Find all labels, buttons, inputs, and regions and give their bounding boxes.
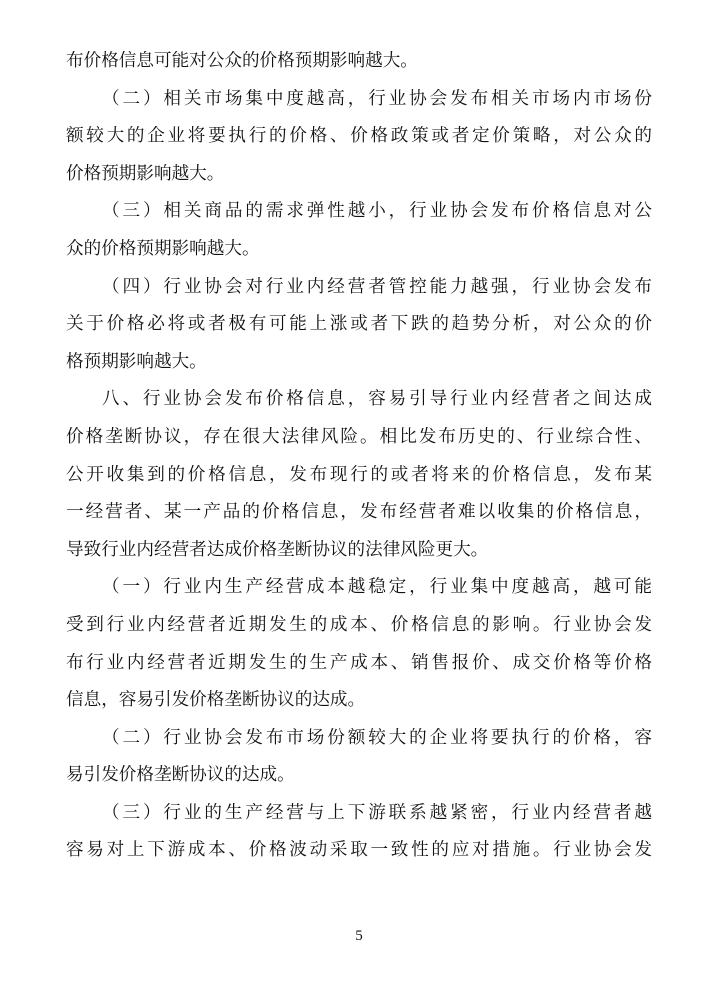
text-line: 价格预期影响越大。	[66, 163, 225, 184]
paragraph-item-2	[66, 89, 652, 202]
text-line: 易引发价格垄断协议的达成。	[66, 765, 295, 786]
text-line: （二）行业协会发布市场份额较大的企业将要执行的价格，容	[102, 727, 652, 748]
text-line: 一经营者、某一产品的价格信息，发布经营者难以收集的价格信息，	[66, 502, 652, 523]
text-line: 布价格信息可能对公众的价格预期影响越大。	[66, 51, 418, 71]
paragraph-section-8	[66, 389, 652, 577]
page-number: 5	[355, 928, 363, 944]
paragraph-item-1	[66, 577, 652, 727]
text-line: （二）相关市场集中度越高，行业协会发布相关市场内市场份	[102, 88, 652, 109]
text-line: 八、行业协会发布价格信息，容易引导行业内经营者之间达成	[102, 389, 652, 410]
text-line: 信息，容易引发价格垄断协议的达成。	[66, 690, 366, 711]
text-line: 价格垄断协议，存在很大法律风险。相比发布历史的、行业综合性、	[66, 426, 652, 447]
text-line: （三）相关商品的需求弹性越小，行业协会发布价格信息对公	[102, 201, 652, 222]
paragraph-item-4	[66, 277, 652, 390]
text-line: 额较大的企业将要执行的价格、价格政策或者定价策略，对公众的	[66, 126, 652, 147]
body-text	[66, 51, 652, 878]
text-line: 导致行业内经营者达成价格垄断协议的法律风险更大。	[66, 539, 489, 560]
text-line: （三）行业的生产经营与上下游联系越紧密，行业内经营者越	[102, 802, 652, 823]
text-line: 格预期影响越大。	[66, 351, 207, 372]
text-line: （四）行业协会对行业内经营者管控能力越强，行业协会发布	[102, 276, 652, 297]
paragraph-item-3	[66, 201, 652, 276]
paragraph-item-3b	[66, 803, 652, 878]
text-line: 关于价格必将或者极有可能上涨或者下跌的趋势分析，对公众的价	[66, 314, 652, 335]
text-line: 布行业内经营者近期发生的生产成本、销售报价、成交价格等价格	[66, 652, 652, 673]
text-line: 受到行业内经营者近期发生的成本、价格信息的影响。行业协会发	[66, 614, 652, 635]
text-line: （一）行业内生产经营成本越稳定，行业集中度越高，越可能	[102, 577, 652, 598]
paragraph-item-2b	[66, 728, 652, 803]
text-line: 容易对上下游成本、价格波动采取一致性的应对措施。行业协会发	[66, 840, 652, 861]
text-line: 众的价格预期影响越大。	[66, 238, 260, 259]
paragraph-continuation	[66, 51, 652, 89]
text-line: 公开收集到的价格信息，发布现行的或者将来的价格信息，发布某	[66, 464, 652, 485]
